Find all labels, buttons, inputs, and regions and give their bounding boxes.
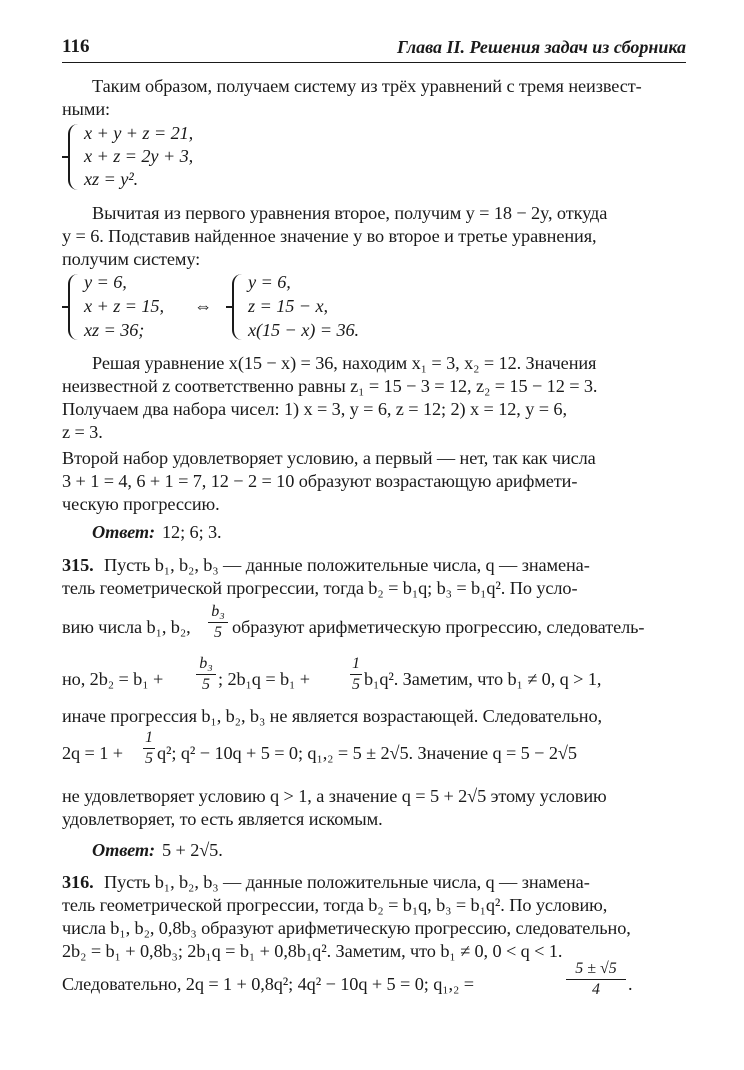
text-line: Пусть b₁, b₂, b₃ — данные положительные числа, q — знамена-: [104, 555, 590, 575]
text-line: ными:: [62, 99, 110, 119]
text-line: Таким образом, получаем систему из трёх уравнений с тремя неизвест-: [92, 76, 642, 96]
text-line: удовлетворяет, то есть является искомым.: [62, 809, 383, 829]
text-line: не удовлетворяет условию q > 1, а значение q = 5 + 2√5 этому условию: [62, 786, 607, 806]
answer-label: Ответ:: [92, 522, 155, 542]
fraction: [196, 655, 216, 694]
fraction-numerator: 1: [352, 655, 360, 672]
system-brace: [232, 274, 246, 340]
text-line: Следовательно, 2q = 1 + 0,8q²; 4q² − 10q + 5 = 0; q₁,₂ =: [62, 974, 474, 994]
fraction: [143, 729, 155, 768]
text-line: 2q = 1 +: [62, 743, 123, 763]
text-line: y = 6. Подставив найденное значение y во второе и третье уравнения,: [62, 226, 597, 246]
fraction-numerator: 5 ± √5: [575, 960, 617, 977]
text-line: иначе прогрессия b₁, b₂, b₃ не является возрастающей. Следовательно,: [62, 706, 602, 726]
system-brace: [68, 274, 82, 340]
answer-value: 12; 6; 3.: [162, 522, 222, 542]
equation: xz = 36;: [84, 320, 145, 340]
fraction-bar: [566, 979, 626, 980]
text-line: получим систему:: [62, 249, 201, 269]
fraction-bar: [350, 674, 362, 675]
text-line: b₁q². Заметим, что b₁ ≠ 0, q > 1,: [364, 669, 602, 689]
fraction-denominator: 4: [592, 981, 600, 998]
problem-number: 316.: [62, 872, 94, 892]
fraction-numerator: b₃: [199, 655, 213, 672]
fraction-numerator: b₃: [211, 603, 225, 620]
equation: y = 6,: [248, 272, 291, 292]
text-line: Вычитая из первого уравнения второе, получим y = 18 − 2y, откуда: [92, 203, 608, 223]
text-line: q²; q² − 10q + 5 = 0; q₁,₂ = 5 ± 2√5. Значение q = 5 − 2√5: [157, 743, 577, 763]
text-line: но, 2b₂ = b₁ +: [62, 669, 164, 689]
text-line: 3 + 1 = 4, 6 + 1 = 7, 12 − 2 = 10 образуют возрастающую арифмети-: [62, 471, 578, 491]
text-line: Второй набор удовлетворяет условию, а первый — нет, так как числа: [62, 448, 596, 468]
text-line: z = 3.: [62, 422, 103, 442]
equation: x + y + z = 21,: [84, 123, 194, 143]
answer-value: 5 + 2√5.: [162, 840, 223, 860]
fraction-denominator: 5: [145, 750, 153, 767]
equivalence-sign: ⇔: [194, 296, 213, 316]
answer-label: Ответ:: [92, 840, 155, 860]
equation: x + z = 15,: [84, 296, 164, 316]
fraction: [208, 603, 228, 642]
text-line: образуют арифметическую прогрессию, следователь-: [232, 617, 645, 637]
fraction-bar: [208, 622, 228, 623]
text-line: .: [628, 974, 633, 994]
fraction-denominator: 5: [352, 676, 360, 693]
chapter-title: Глава II. Решения задач из сборника: [396, 37, 686, 57]
equation: x + z = 2y + 3,: [84, 146, 194, 166]
text-line: ческую прогрессию.: [62, 494, 220, 514]
text-line: 2b₂ = b₁ + 0,8b₃; 2b₁q = b₁ + 0,8b₁q². Заметим, что b₁ ≠ 0, 0 < q < 1.: [62, 941, 563, 961]
system-brace: [68, 124, 82, 190]
page-number: 116: [62, 36, 90, 57]
fraction: [350, 655, 362, 694]
text-line: Получаем два набора чисел: 1) x = 3, y = 6, z = 12; 2) x = 12, y = 6,: [62, 399, 567, 419]
equation: x(15 − x) = 36.: [248, 320, 359, 340]
fraction-bar: [143, 748, 155, 749]
page-header: [62, 34, 686, 63]
fraction-numerator: 1: [145, 729, 153, 746]
fraction-denominator: 5: [214, 624, 222, 641]
text-line: ; 2b₁q = b₁ +: [218, 669, 310, 689]
text-line: Решая уравнение x(15 − x) = 36, находим x₁ = 3, x₂ = 12. Значения: [92, 353, 597, 373]
fraction-bar: [196, 674, 216, 675]
problem-number: 315.: [62, 555, 94, 575]
equation: xz = y².: [84, 169, 139, 189]
text-line: тель геометрической прогрессии, тогда b₂ = b₁q, b₃ = b₁q². По условию,: [62, 895, 608, 915]
equation: z = 15 − x,: [248, 296, 328, 316]
equation: y = 6,: [84, 272, 127, 292]
fraction: [566, 960, 626, 999]
text-line: Пусть b₁, b₂, b₃ — данные положительные числа, q — знамена-: [104, 872, 590, 892]
text-line: числа b₁, b₂, 0,8b₃ образуют арифметическую прогрессию, следовательно,: [62, 918, 631, 938]
text-line: неизвестной z соответственно равны z₁ = 15 − 3 = 12, z₂ = 15 − 12 = 3.: [62, 376, 598, 396]
text-line: тель геометрической прогрессии, тогда b₂ = b₁q; b₃ = b₁q². По усло-: [62, 578, 578, 598]
fraction-denominator: 5: [202, 676, 210, 693]
text-line: вию числа b₁, b₂,: [62, 617, 191, 637]
